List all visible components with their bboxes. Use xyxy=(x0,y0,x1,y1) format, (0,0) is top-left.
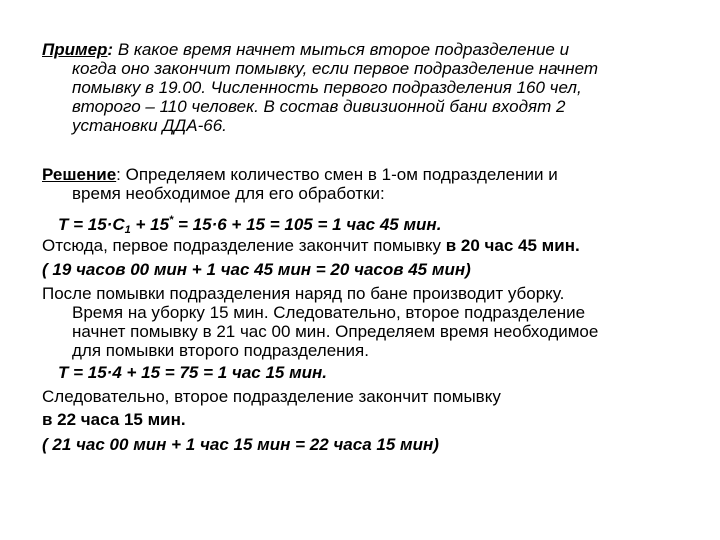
calc-1 xyxy=(42,260,702,279)
formula-2-text: T = 15·4 + 15 = 75 = 1 час 15 мин. xyxy=(58,363,328,382)
after-line-2: Время на уборку 15 мин. Следовательно, второе подразделение xyxy=(72,303,586,322)
solution-paragraph xyxy=(42,165,702,203)
example-label: Пример xyxy=(42,40,108,59)
after-line-3: начнет помывку в 21 час 00 мин. Определяем время необходимое xyxy=(72,322,599,341)
solution-line-2: время необходимое для его обработки: xyxy=(72,184,385,203)
solution-text-1: : Определяем количество смен в 1-ом подразделении и xyxy=(116,165,558,184)
example-text-1: В какое время начнет мыться второе подразделение и xyxy=(113,40,570,59)
calc-2-text: ( 21 час 00 мин + 1 час 15 мин = 22 часа 15 мин) xyxy=(42,435,439,454)
example-line-5: установки ДДА-66. xyxy=(72,116,227,135)
example-line-4: второго – 110 человек. В состав дивизионной бани входят 2 xyxy=(72,97,566,116)
example-paragraph xyxy=(42,40,702,135)
after-line-1: После помывки подразделения наряд по бане производит уборку. xyxy=(42,284,565,303)
calc-1-text: ( 19 часов 00 мин + 1 час 45 мин = 20 часов 45 мин) xyxy=(42,260,471,279)
example-line-3: помывку в 19.00. Численность первого подразделения 160 чел, xyxy=(72,78,582,97)
conclusion-paragraph xyxy=(42,387,702,429)
conclusion-text: Следовательно, второе подразделение закончит помывку xyxy=(42,387,501,406)
after-paragraph xyxy=(42,284,702,360)
result-1-text: Отсюда, первое подразделение закончит помывку xyxy=(42,236,446,255)
conclusion-bold: в 22 часа 15 мин. xyxy=(42,410,186,429)
formula-1-t: T = 15·C xyxy=(58,215,125,234)
result-1 xyxy=(42,236,702,255)
result-1-bold: в 20 час 45 мин. xyxy=(445,236,580,255)
formula-1-mid: + 15 xyxy=(130,215,170,234)
formula-1-rest: = 15·6 + 15 = 105 = 1 час 45 мин. xyxy=(173,215,442,234)
example-line-1 xyxy=(42,40,702,59)
formula-1-sub: 1 xyxy=(124,224,131,236)
calc-2 xyxy=(42,435,702,454)
after-line-4: для помывки второго подразделения. xyxy=(72,341,369,360)
formula-2 xyxy=(58,363,718,382)
solution-label: Решение xyxy=(42,165,117,184)
example-line-2: когда оно закончит помывку, если первое подразделение начнет xyxy=(72,59,599,78)
formula-1-sup: * xyxy=(169,214,174,226)
example-colon: : xyxy=(107,40,114,59)
solution-line-1 xyxy=(42,165,702,184)
